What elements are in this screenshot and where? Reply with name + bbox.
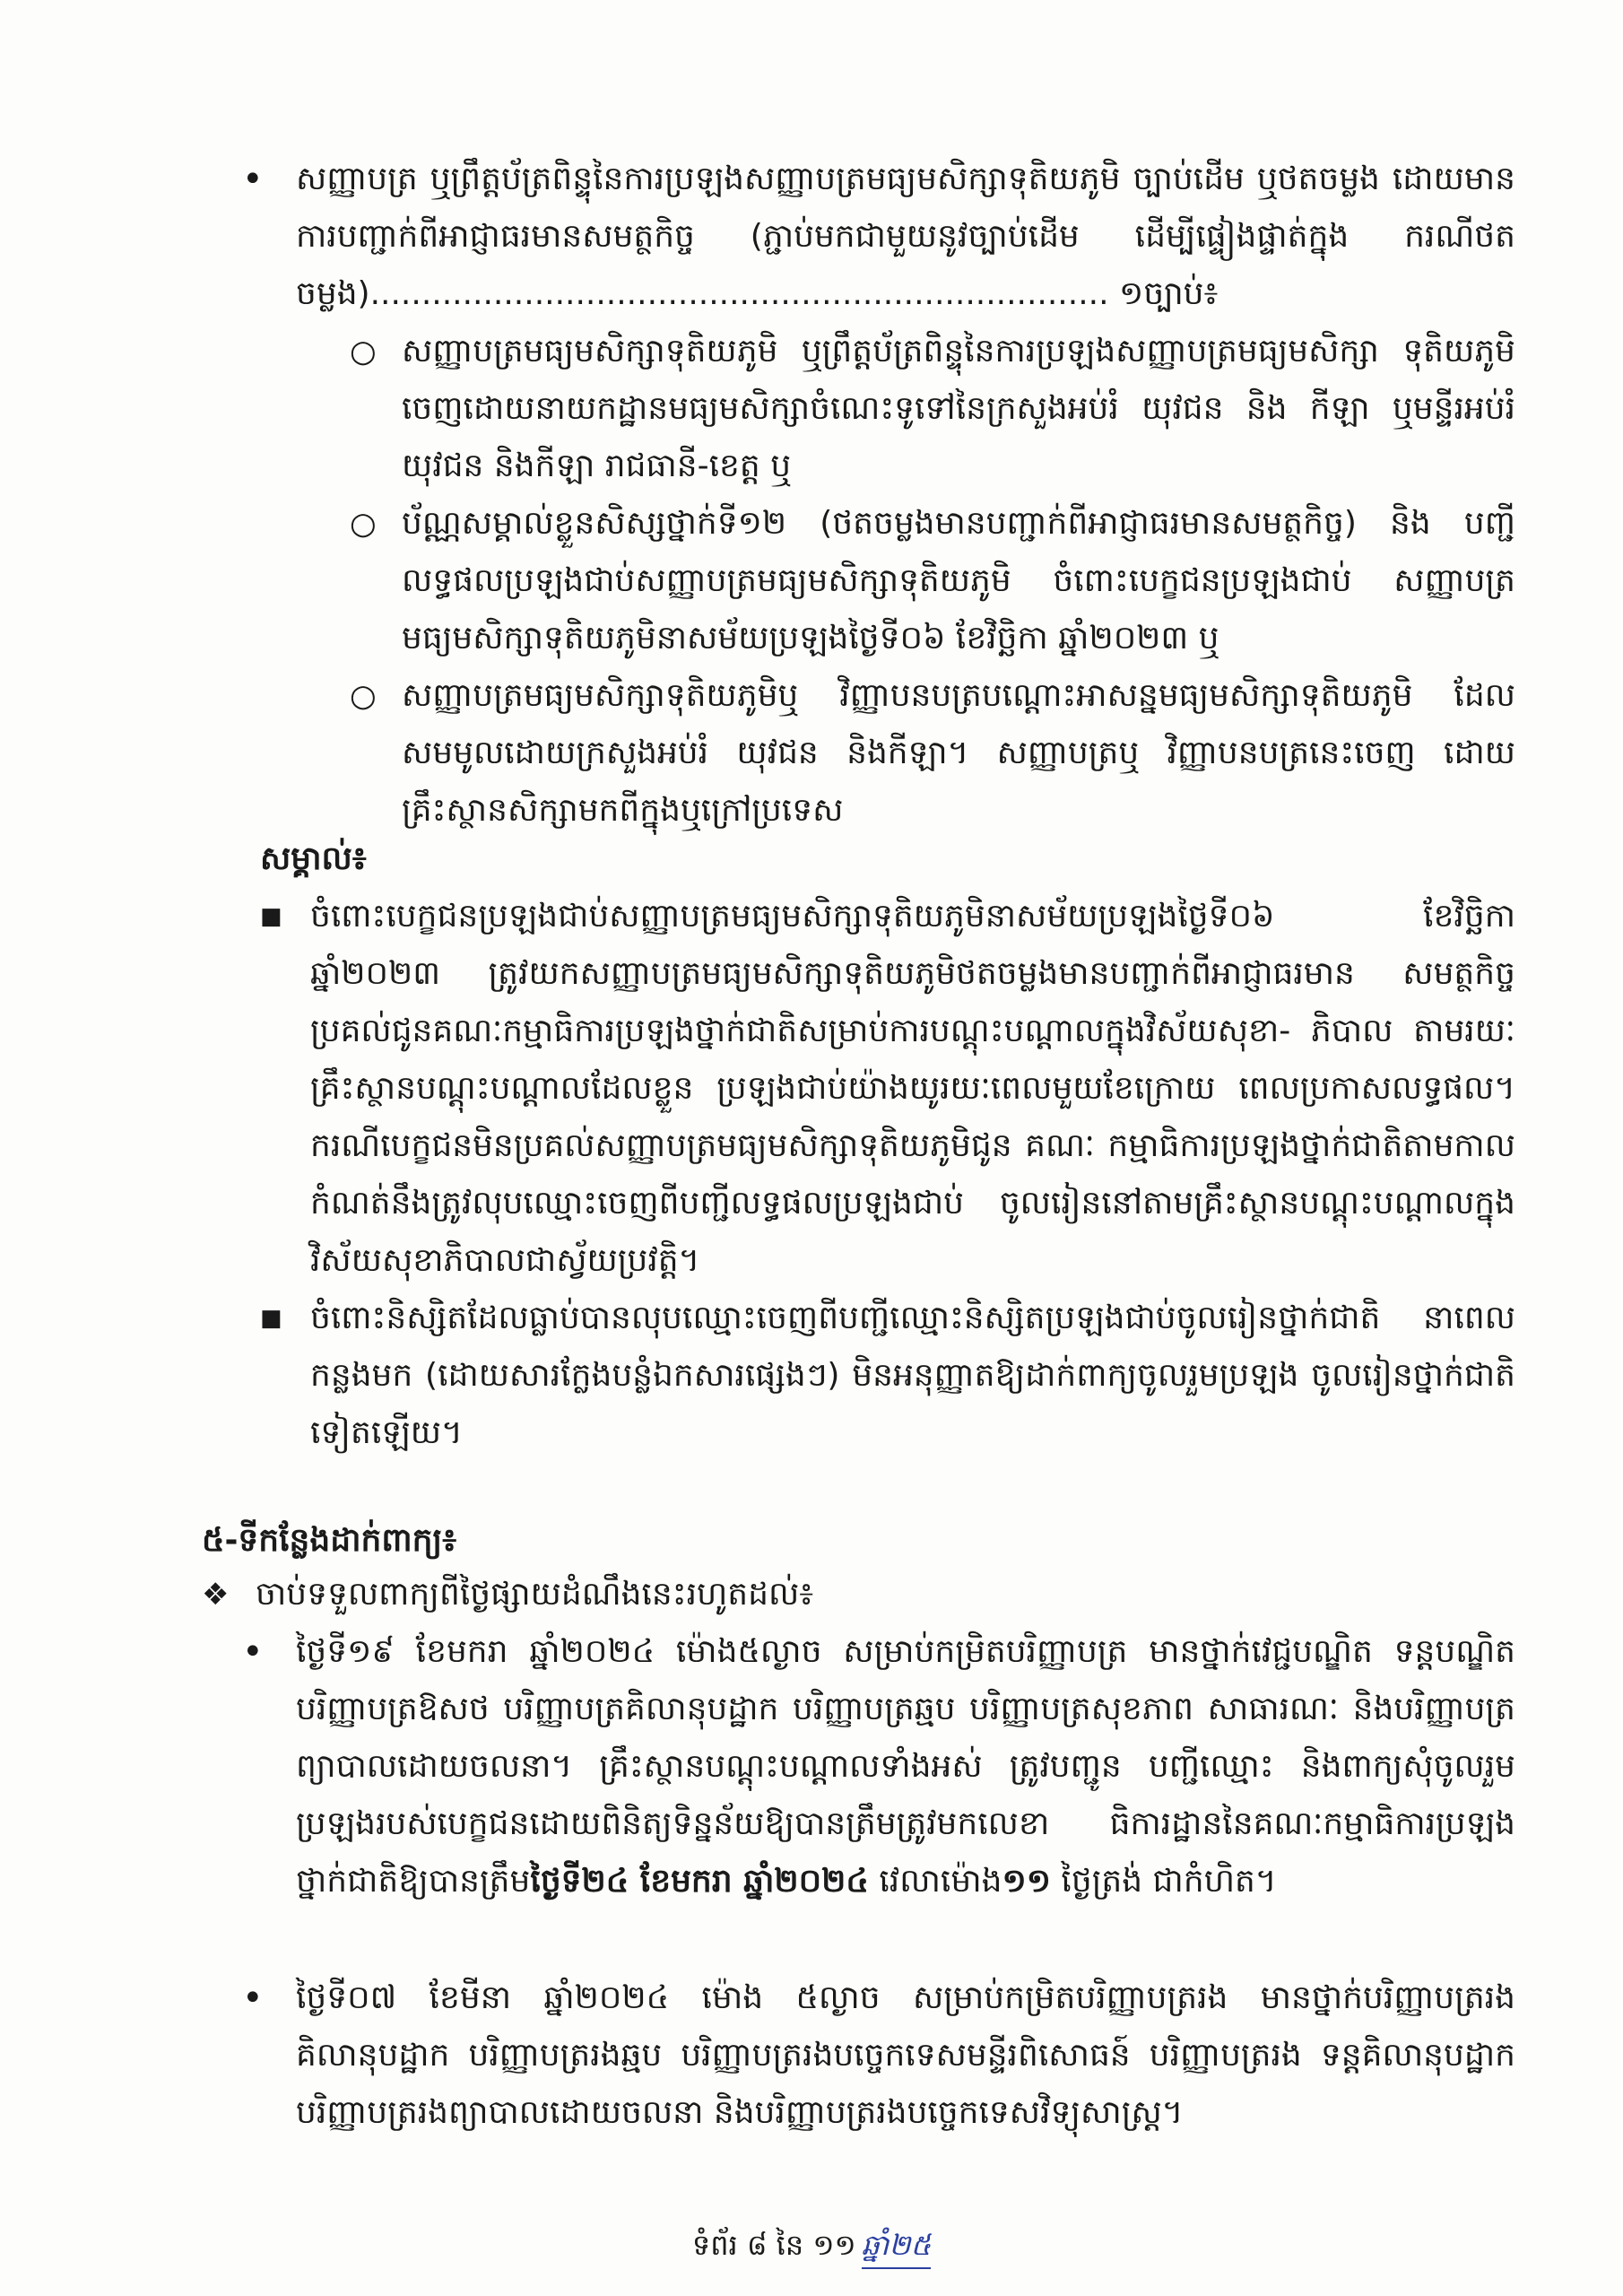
square-bullet-icon: ■ — [260, 1305, 282, 1332]
note-item-text: ចំពោះនិស្សិតដែលធ្លាប់បានលុបឈ្មោះចេញពីបញ្ជីឈ្មោះនិស្សិតប្រឡងជាប់ចូលរៀនថ្នាក់ជាតិ នាពេលកន្លងមក (ដោយសារក្លែងបន្លំឯកសារផ្សេងៗ) មិនអនុញ្ញាតឱ្យដាក់ពាក្យចូលរួមប្រឡង ចូលរៀនថ្នាក់ជាតិទៀតឡើយ។ — [310, 1300, 1515, 1451]
section-intro — [202, 1566, 1511, 1623]
deadline-hour: ១១ — [1002, 1863, 1051, 1900]
list-item — [242, 151, 1515, 323]
bullet-icon: • — [242, 1631, 264, 1673]
sub-list-item — [350, 323, 1515, 495]
sub-list-item — [350, 495, 1515, 667]
handwritten-initials: ឆ្នាំ២៥ — [862, 2222, 931, 2269]
diamond-bullet-icon: ❖ — [202, 1577, 230, 1613]
section-intro-text: ចាប់ទទួលពាក្យពីថ្ងៃផ្សាយដំណឹងនេះរហូតដល់៖ — [256, 1576, 814, 1613]
circle-bullet-icon: ○ — [350, 678, 377, 714]
deadline-date: ថ្ងៃទី២៤ ខែមករា ឆ្នាំ២០២៤ — [530, 1863, 869, 1900]
sub-list-item-text: សញ្ញាបត្រមធ្យមសិក្សាទុតិយភូមិឬ វិញ្ញាបនបត្របណ្ដោះអាសន្នមធ្យមសិក្សាទុតិយភូមិ ដែលសមមូលដោយក្រសួងអប់រំ យុវជន និងកីឡា។ សញ្ញាបត្រឬ វិញ្ញាបនបត្រនេះចេញ ដោយគ្រឹះស្ថានសិក្សាមកពីក្នុងឬក្រៅប្រទេស — [402, 677, 1515, 829]
list-item — [242, 1623, 1515, 1910]
circle-bullet-icon: ○ — [350, 506, 377, 542]
page-number: ទំព័រ ៨ នៃ ១១ — [691, 2228, 856, 2262]
note-item-text: ចំពោះបេក្ខជនប្រឡងជាប់សញ្ញាបត្រមធ្យមសិក្សាទុតិយភូមិនាសម័យប្រឡងថ្ងៃទី០៦ ខែវិច្ឆិកា ឆ្នាំ២០២៣ ត្រូវយកសញ្ញាបត្រមធ្យមសិក្សាទុតិយភូមិថតចម្លងមានបញ្ជាក់ពីអាជ្ញាធរមាន សមត្ថកិច្ចប្រគល់ជូនគណៈកម្មាធិការប្រឡងថ្នាក់ជាតិសម្រាប់ការបណ្ដុះបណ្ដាលក្នុងវិស័យសុខា- ភិបាល តាមរយៈគ្រឹះស្ថានបណ្ដុះបណ្ដាលដែលខ្លួន ប្រឡងជាប់យ៉ាងយូរយៈពេលមួយខែក្រោយ ពេលប្រកាសលទ្ធផល។ ករណីបេក្ខជនមិនប្រគល់សញ្ញាបត្រមធ្យមសិក្សាទុតិយភូមិជូន គណៈ កម្មាធិការប្រឡងថ្នាក់ជាតិតាមកាលកំណត់នឹងត្រូវលុបឈ្មោះចេញពីបញ្ជីលទ្ធផលប្រឡងជាប់ ចូលរៀននៅតាមគ្រឹះស្ថានបណ្ដុះបណ្ដាលក្នុងវិស័យសុខាភិបាលជាស្វ័យប្រវត្តិ។ — [310, 898, 1515, 1279]
sub-list-item-text: សញ្ញាបត្រមធ្យមសិក្សាទុតិយភូមិ ឬព្រឹត្តប័ត្រពិន្ទុនៃការប្រឡងសញ្ញាបត្រមធ្យមសិក្សា ទុតិយភូមិ ចេញដោយនាយកដ្ឋានមធ្យមសិក្សាចំណេះទូទៅនៃក្រសួងអប់រំ យុវជន និង កីឡា ឬមន្ទីរអប់រំ យុវជន និងកីឡា រាជធានី-ខេត្ត ឬ — [402, 333, 1515, 484]
circle-bullet-icon: ○ — [350, 334, 377, 370]
list-item-text: សញ្ញាបត្រ ឬព្រឹត្តប័ត្រពិន្ទុនៃការប្រឡងសញ្ញាបត្រមធ្យមសិក្សាទុតិយភូមិ ច្បាប់ដើម ឬថតចម្លង ដោយមានការបញ្ជាក់ពីអាជ្ញាធរមានសមត្ថកិច្ច (ភ្ជាប់មកជាមួយនូវច្បាប់ដើម ដើម្បីផ្ទៀងផ្ទាត់ក្នុង ករណីថតចម្លង)........................................................................ ១ច្បាប់៖ — [296, 161, 1515, 312]
note-item — [260, 888, 1515, 1290]
square-bullet-icon: ■ — [260, 903, 282, 930]
list-item-text: ថ្ងៃទី០៧ ខែមីនា ឆ្នាំ២០២៤ ម៉ោង ៥ល្ងាច សម្រាប់កម្រិតបរិញ្ញាបត្ររង មានថ្នាក់បរិញ្ញាបត្ររង គិលានុបដ្ឋាក បរិញ្ញាបត្ររងឆ្មប បរិញ្ញាបត្ររងបច្ចេកទេសមន្ទីរពិសោធន៍ បរិញ្ញាបត្ររង ទន្តគិលានុបដ្ឋាក បរិញ្ញាបត្ររងព្យាបាលដោយចលនា និងបរិញ្ញាបត្ររងបច្ចេកទេសវិទ្យុសាស្ត្រ។ — [296, 1979, 1515, 2131]
sub-list-item — [350, 667, 1515, 839]
section-heading: ៥-ទីកន្លែងដាក់ពាក្យ៖ — [202, 1522, 457, 1559]
bullet-icon: • — [242, 1978, 264, 2019]
list-item-text — [296, 1623, 1515, 1910]
note-label: សម្គាល់៖ — [260, 840, 367, 877]
bullet-icon: • — [242, 159, 264, 200]
note-item — [260, 1290, 1515, 1462]
deadline-tail: ថ្ងៃត្រង់ ជាកំហិត។ — [1050, 1863, 1277, 1900]
sub-list-item-text: ប័ណ្ណសម្គាល់ខ្លួនសិស្សថ្នាក់ទី១២ (ថតចម្លងមានបញ្ជាក់ពីអាជ្ញាធរមានសមត្ថកិច្ច) និង បញ្ជីលទ្ធផលប្រឡងជាប់សញ្ញាបត្រមធ្យមសិក្សាទុតិយភូមិ ចំពោះបេក្ខជនប្រឡងជាប់ សញ្ញាបត្រមធ្យមសិក្សាទុតិយភូមិនាសម័យប្រឡងថ្ងៃទី០៦ ខែវិច្ឆិកា ឆ្នាំ២០២៣ ឬ — [402, 505, 1515, 657]
deadline-time-label: វេលាម៉ោង — [868, 1863, 1002, 1900]
deadline-text: ថ្ងៃទី១៩ ខែមករា ឆ្នាំ២០២៤ ម៉ោង៥ល្ងាច សម្រាប់កម្រិតបរិញ្ញាបត្រ មានថ្នាក់វេជ្ជបណ្ឌិត ទន្តបណ្ឌិត បរិញ្ញាបត្រឱសថ បរិញ្ញាបត្រគិលានុបដ្ឋាក បរិញ្ញាបត្រឆ្មប បរិញ្ញាបត្រសុខភាព សាធារណៈ និងបរិញ្ញាបត្រព្យាបាលដោយចលនា។ គ្រឹះស្ថានបណ្ដុះបណ្ដាលទាំងអស់ ត្រូវបញ្ជូន បញ្ជីឈ្មោះ និងពាក្យសុំចូលរួមប្រឡងរបស់បេក្ខជនដោយពិនិត្យទិន្នន័យឱ្យបានត្រឹមត្រូវមកលេខា ធិការដ្ឋាននៃគណៈកម្មាធិការប្រឡងថ្នាក់ជាតិឱ្យបានត្រឹម — [296, 1633, 1515, 1900]
list-item — [242, 1970, 1515, 2142]
page-footer — [0, 2222, 1623, 2269]
